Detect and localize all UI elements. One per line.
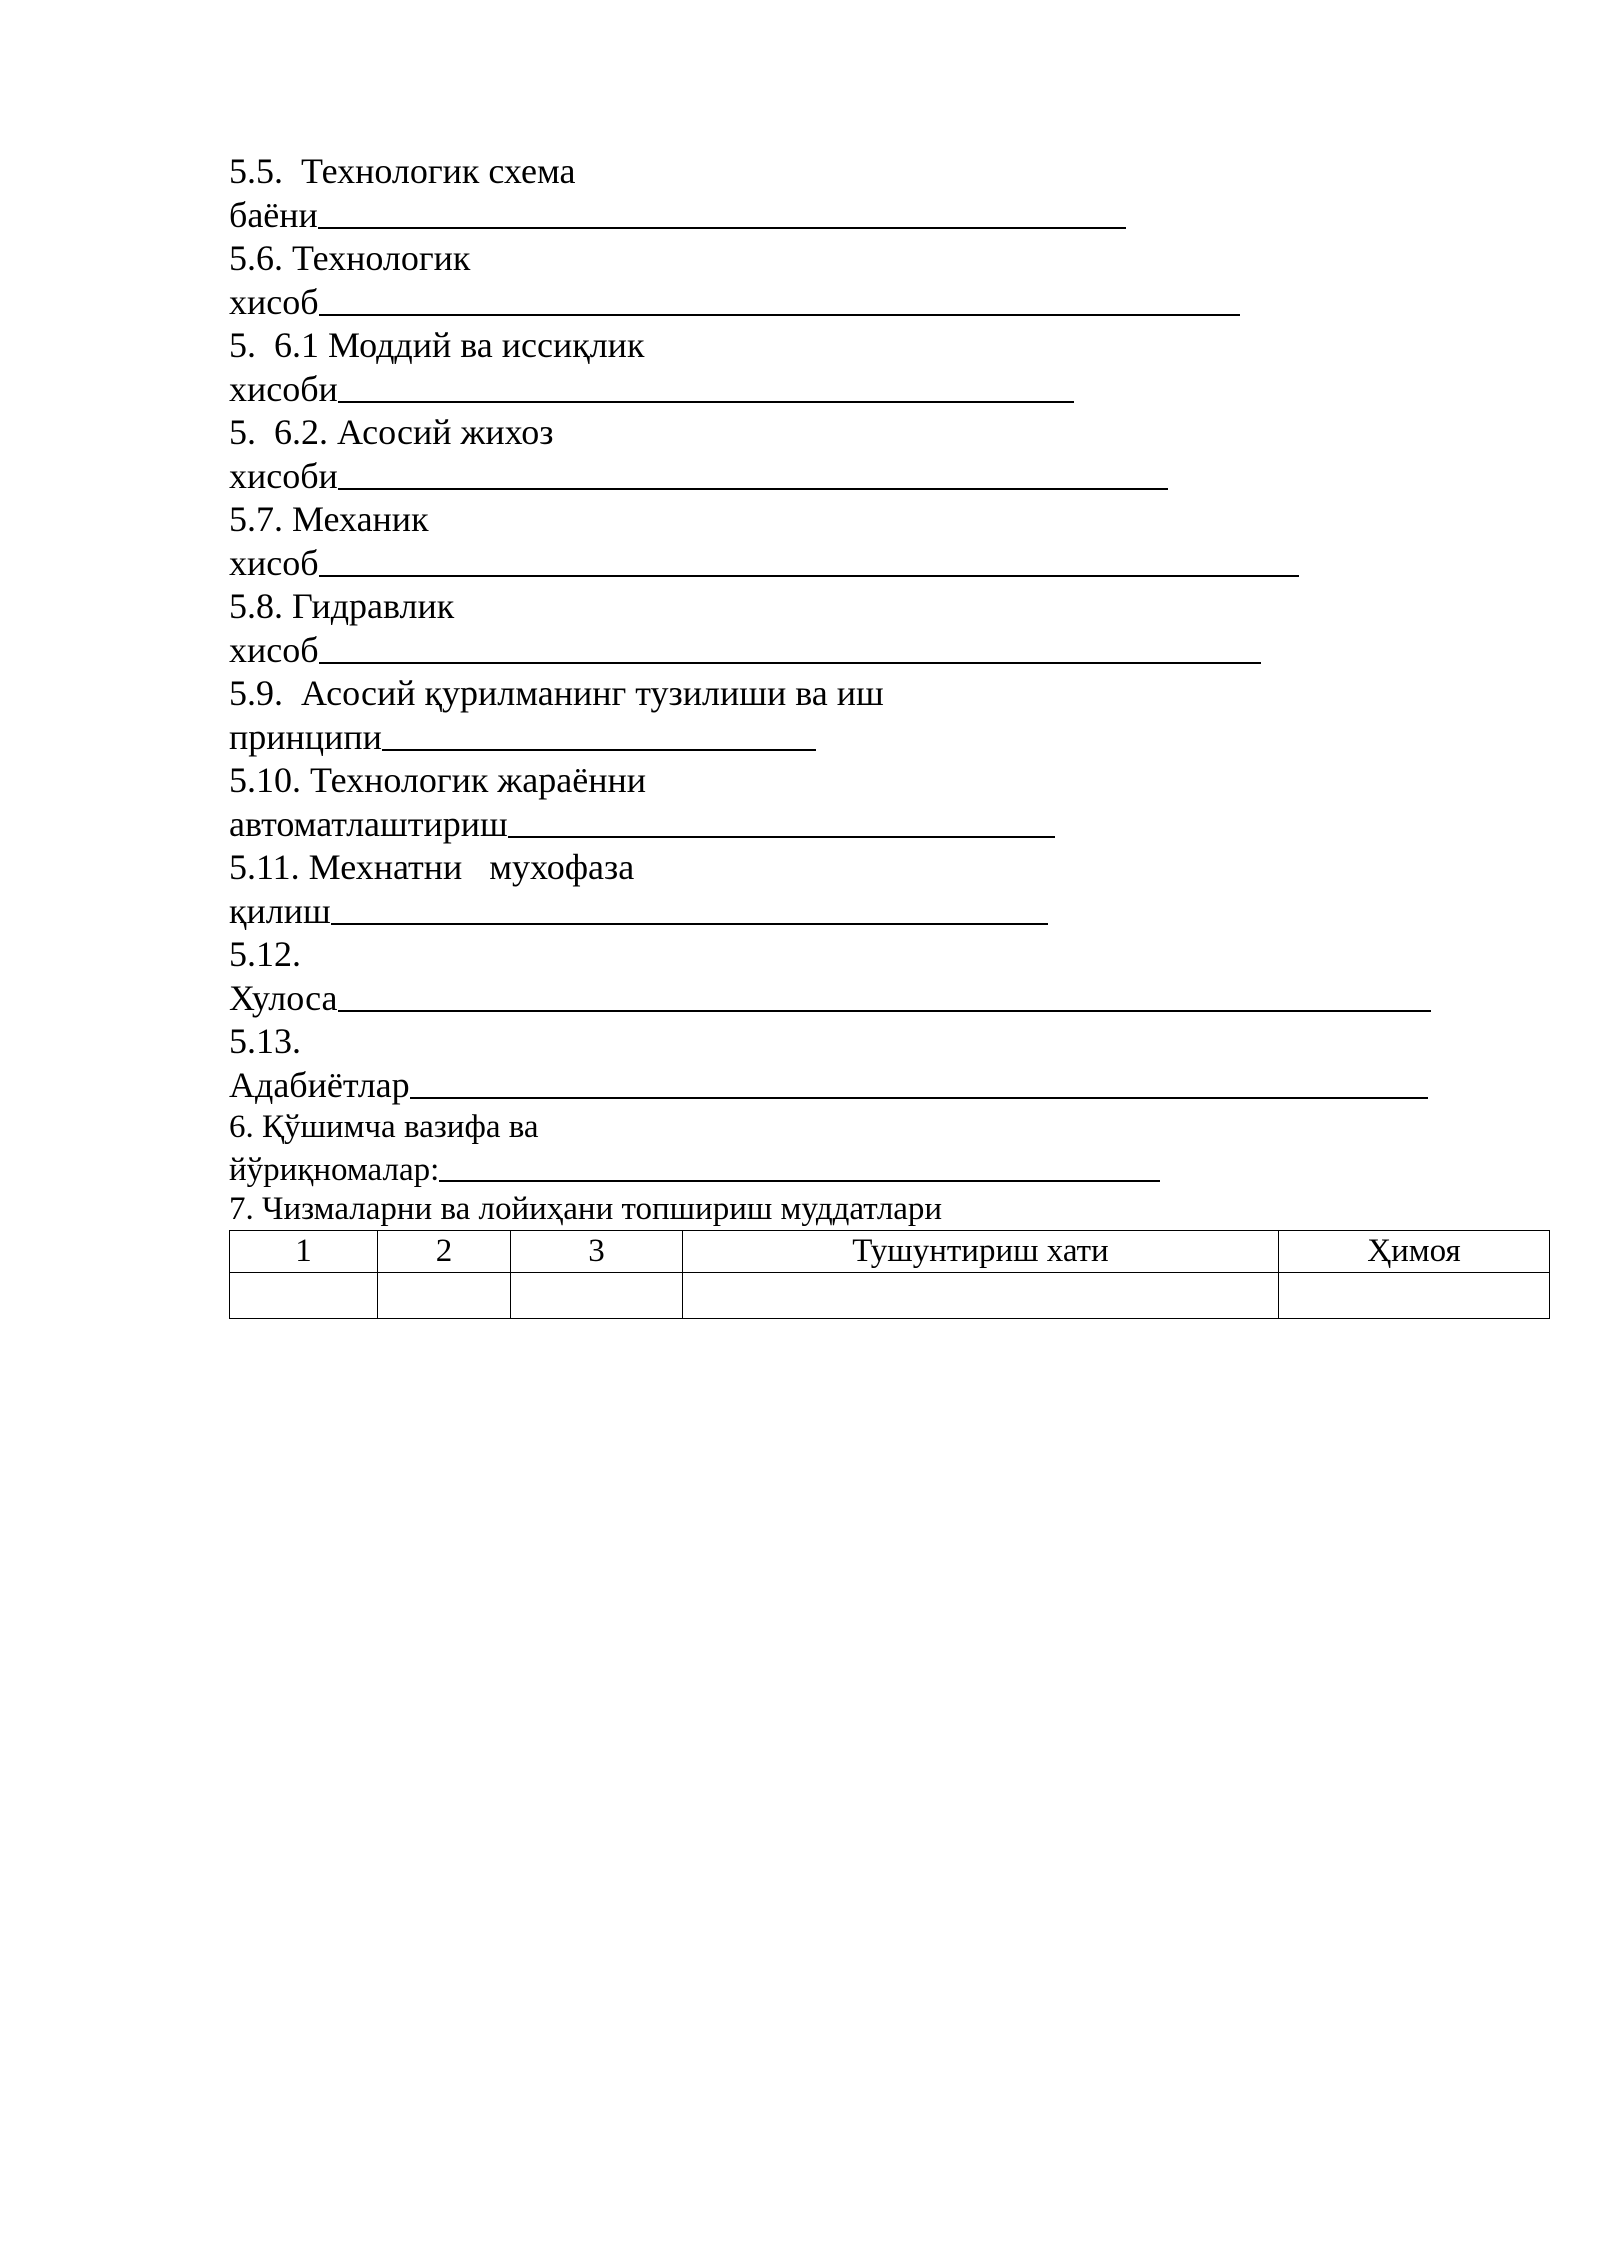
table-cell[interactable] xyxy=(683,1273,1279,1319)
item-title-5-7: 5.7. Механик xyxy=(229,499,429,539)
item-title-5-5: 5.5. Технологик схема xyxy=(229,151,576,191)
section-6-title: 6. Қўшимча вазифа ва xyxy=(229,1109,539,1145)
item-title-5-6: 5.6. Технологик xyxy=(229,238,471,278)
item-label-5-6: хисоб xyxy=(229,281,319,322)
fill-in-blank[interactable] xyxy=(338,371,1074,403)
fill-in-blank[interactable] xyxy=(319,545,1299,577)
item-title-5-10: 5.10. Технологик жараённи xyxy=(229,760,647,800)
item-title-5-6-1: 5. 6.1 Моддий ва иссиқлик xyxy=(229,325,645,365)
table-cell[interactable] xyxy=(378,1273,511,1319)
table-header-cell: 2 xyxy=(378,1231,511,1273)
fill-in-blank[interactable] xyxy=(338,980,1431,1012)
table-cell[interactable] xyxy=(230,1273,378,1319)
item-label-5-12: Хулоса xyxy=(229,977,338,1018)
section-6-field xyxy=(229,1148,1549,1189)
table-cell[interactable] xyxy=(1279,1273,1550,1319)
fill-in-blank[interactable] xyxy=(382,719,816,751)
item-field-5-9 xyxy=(229,716,1549,760)
item-title-5-12: 5.12. xyxy=(229,934,301,974)
item-label-5-10: автоматлаштириш xyxy=(229,803,508,844)
item-label-5-11: қилиш xyxy=(229,890,331,931)
table-header-cell: 1 xyxy=(230,1231,378,1273)
fill-in-blank[interactable] xyxy=(508,806,1055,838)
item-field-5-8 xyxy=(229,629,1549,673)
item-label-5-5: баёни xyxy=(229,194,318,235)
item-label-5-6-1: хисоби xyxy=(229,368,338,409)
item-field-5-5 xyxy=(229,194,1549,238)
table-header-cell: 3 xyxy=(511,1231,683,1273)
item-label-5-13: Адабиётлар xyxy=(229,1064,410,1105)
item-title-5-11: 5.11. Мехнатни мухофаза xyxy=(229,847,635,887)
item-field-5-6 xyxy=(229,281,1549,325)
item-title-5-6-2: 5. 6.2. Асосий жихоз xyxy=(229,412,554,452)
item-label-5-7: хисоб xyxy=(229,542,319,583)
fill-in-blank[interactable] xyxy=(318,197,1126,229)
table-row xyxy=(230,1273,1550,1319)
table-header-row xyxy=(230,1231,1550,1273)
item-field-5-10 xyxy=(229,803,1549,847)
fill-in-blank[interactable] xyxy=(331,893,1048,925)
section-7-title: 7. Чизмаларни ва лойиҳани топшириш муддатлари xyxy=(229,1191,943,1227)
table-header-cell: Тушунтириш хати xyxy=(683,1231,1279,1273)
deadlines-table xyxy=(229,1230,1550,1319)
item-field-5-13 xyxy=(229,1064,1549,1108)
item-label-5-6-2: хисоби xyxy=(229,455,338,496)
item-field-5-6-2 xyxy=(229,455,1549,499)
item-title-5-13: 5.13. xyxy=(229,1021,301,1061)
item-title-5-8: 5.8. Гидравлик xyxy=(229,586,455,626)
table-header-cell: Ҳимоя xyxy=(1279,1231,1550,1273)
item-title-5-9: 5.9. Асосий қурилманинг тузилиши ва иш xyxy=(229,673,884,713)
fill-in-blank[interactable] xyxy=(319,284,1240,316)
fill-in-blank[interactable] xyxy=(319,632,1261,664)
section-6-label: йўриқномалар: xyxy=(229,1152,440,1188)
assignment-content xyxy=(229,150,1549,1319)
item-field-5-7 xyxy=(229,542,1549,586)
item-label-5-8: хисоб xyxy=(229,629,319,670)
fill-in-blank[interactable] xyxy=(410,1067,1428,1099)
item-field-5-6-1 xyxy=(229,368,1549,412)
item-field-5-12 xyxy=(229,977,1549,1021)
fill-in-blank[interactable] xyxy=(338,458,1168,490)
table-cell[interactable] xyxy=(511,1273,683,1319)
fill-in-blank[interactable] xyxy=(439,1150,1160,1182)
item-label-5-9: принципи xyxy=(229,716,382,757)
item-field-5-11 xyxy=(229,890,1549,934)
